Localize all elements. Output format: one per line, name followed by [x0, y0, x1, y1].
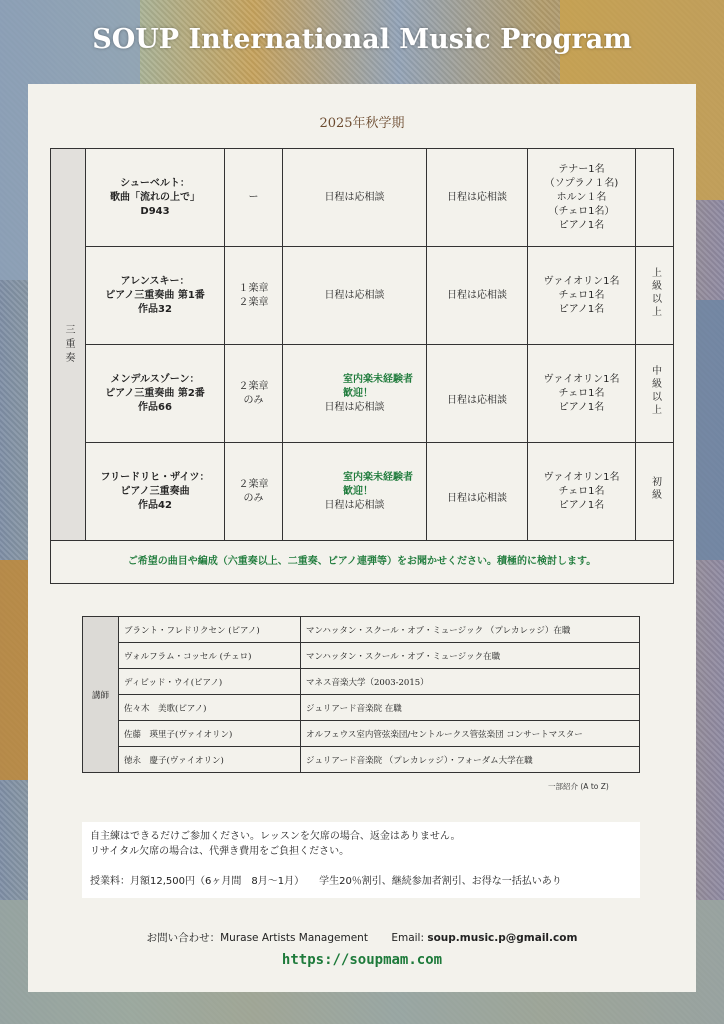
instrument-line: ピアノ1名 — [558, 401, 605, 413]
content-panel — [28, 84, 696, 992]
email-link[interactable]: soup.music.p@gmail.com — [427, 932, 578, 944]
staff-row — [83, 669, 640, 695]
spacer — [427, 478, 527, 492]
term-heading: 2025年秋学期 — [319, 116, 405, 131]
schedule-cell — [283, 247, 427, 345]
schedule-cell-2 — [427, 345, 528, 443]
schedule-cell — [283, 149, 427, 247]
level-text: 初級 — [649, 476, 661, 502]
welcome-note: 室内楽未経験者 歓迎！ — [343, 373, 423, 399]
schedule-footnote-row — [51, 541, 674, 584]
piece-line: 作品66 — [138, 401, 172, 413]
contact-label: お問い合わせ：Murase Artists Management — [146, 932, 368, 944]
piece-cell — [86, 247, 225, 345]
schedule-row — [51, 247, 674, 345]
piece-cell — [86, 345, 225, 443]
instrumentation-cell — [528, 149, 636, 247]
movement-line: のみ — [243, 492, 264, 504]
movement-line: ２楽章 — [238, 478, 269, 490]
movement-line: のみ — [243, 394, 264, 406]
level-cell — [636, 345, 674, 443]
notice-box — [82, 822, 640, 898]
level-cell — [636, 149, 674, 247]
staff-name: 徳永 慶子(ヴァイオリン) — [119, 747, 301, 773]
instrument-line: チェロ1名 — [558, 289, 605, 301]
schedule-cell — [283, 443, 427, 541]
level-cell — [636, 443, 674, 541]
instrument-line: ヴァイオリン1名 — [543, 275, 620, 287]
schedule-row — [51, 345, 674, 443]
instrumentation-cell — [528, 345, 636, 443]
piece-line: シューベルト： — [120, 177, 190, 189]
instrument-line: ヴァイオリン1名 — [543, 471, 620, 483]
email-label: Email: — [391, 932, 424, 944]
staff-name: 佐々木 美歌(ピアノ) — [119, 695, 301, 721]
schedule-cell-2 — [427, 443, 528, 541]
notice-line: 自主練はできるだけご参加ください。レッスンを欠席の場合、返金はありません。 — [90, 831, 461, 842]
tuition-line: 授業料：月額12,500円（6ヶ月間 8月〜1月） 学生20％割引、継続参加者割引、お得な一括払いあり — [90, 876, 562, 887]
staff-table — [82, 616, 640, 773]
website-link[interactable]: https://soupmam.com — [281, 952, 443, 968]
piece-line: 作品32 — [138, 303, 172, 315]
instrument-line: チェロ1名 — [558, 387, 605, 399]
schedule-text: 日程は応相談 — [324, 401, 385, 413]
contact-line — [28, 930, 696, 945]
staff-name: ブラント・フレドリクセン (ピアノ) — [119, 617, 301, 643]
welcome-note: 室内楽未経験者 歓迎！ — [343, 471, 423, 497]
staff-row — [83, 695, 640, 721]
schedule-text: 日程は応相談 — [447, 191, 507, 203]
instrumentation-cell — [528, 247, 636, 345]
movement-cell — [225, 443, 283, 541]
staff-affiliation: マンハッタン・スクール・オブ・ミュージック在職 — [301, 643, 640, 669]
notice-line: リサイタル欠席の場合は、代弾き費用をご負担ください。 — [90, 846, 350, 857]
staff-name: ヴォルフラム・コッセル (チェロ) — [119, 643, 301, 669]
piece-line: 作品42 — [138, 499, 172, 511]
staff-affiliation: マンハッタン・スクール・オブ・ミュージック （プレカレッジ）在職 — [301, 617, 640, 643]
movement-line: ２楽章 — [238, 296, 269, 308]
schedule-row — [51, 443, 674, 541]
schedule-text: 日程は応相談 — [324, 499, 385, 511]
schedule-text: 日程は応相談 — [324, 289, 385, 301]
piece-line: メンデルスゾーン： — [110, 373, 200, 385]
piece-line: アレンスキー： — [120, 275, 190, 287]
piece-cell — [86, 443, 225, 541]
staff-row — [83, 617, 640, 643]
staff-row — [83, 643, 640, 669]
staff-row — [83, 721, 640, 747]
piece-line: ピアノ三重奏曲 — [120, 485, 190, 497]
instrument-line: ピアノ1名 — [558, 499, 605, 511]
movement-line: １楽章 — [238, 282, 269, 294]
schedule-cell-2 — [427, 149, 528, 247]
ensemble-category: 三重奏 — [51, 149, 86, 541]
staff-affiliation: ジュリアード音楽院 在職 — [301, 695, 640, 721]
staff-row — [83, 747, 640, 773]
piece-line: 歌曲「流れの上で」 — [110, 191, 200, 203]
staff-affiliation: ジュリアード音楽院 （プレカレッジ）・フォーダム大学在職 — [301, 747, 640, 773]
movement-line: ー — [248, 191, 259, 203]
piece-line: D943 — [140, 205, 170, 217]
schedule-text: 日程は応相談 — [324, 191, 385, 203]
schedule-footnote: ご希望の曲目や編成（六重奏以上、二重奏、ピアノ連弾等）をお聞かせください。積極的に検討します。 — [51, 541, 674, 584]
piece-cell — [86, 149, 225, 247]
level-cell — [636, 247, 674, 345]
staff-affiliation: マネス音楽大学（2003-2015） — [301, 669, 640, 695]
instrument-line: チェロ1名 — [558, 485, 605, 497]
piece-line: ピアノ三重奏曲 第1番 — [105, 289, 205, 301]
piece-line: ピアノ三重奏曲 第2番 — [105, 387, 205, 399]
page-title: SOUP International Music Program — [92, 24, 632, 55]
staff-name: ディビッド・ウイ(ピアノ) — [119, 669, 301, 695]
instrument-line: ホルン１名 — [556, 191, 607, 203]
staff-note: 一部紹介 (A to Z) — [548, 782, 609, 791]
schedule-text: 日程は応相談 — [447, 492, 507, 504]
schedule-cell — [283, 345, 427, 443]
movement-cell — [225, 149, 283, 247]
schedule-text: 日程は応相談 — [447, 289, 507, 301]
level-text: 中級以上 — [649, 365, 661, 417]
instrument-line: （チェロ1名） — [548, 205, 615, 217]
instrument-line: ヴァイオリン1名 — [543, 373, 620, 385]
level-text: 上級以上 — [649, 267, 661, 319]
staff-name: 佐藤 瑛里子(ヴァイオリン) — [119, 721, 301, 747]
instrument-line: ピアノ1名 — [558, 303, 605, 315]
movement-cell — [225, 247, 283, 345]
schedule-row — [51, 149, 674, 247]
schedule-cell-2 — [427, 247, 528, 345]
schedule-table — [50, 148, 674, 584]
instrument-line: テナー1名 — [558, 163, 605, 175]
movement-line: ２楽章 — [238, 380, 269, 392]
staff-role: 講師 — [83, 617, 119, 773]
movement-cell — [225, 345, 283, 443]
schedule-text: 日程は応相談 — [447, 394, 507, 406]
piece-line: フリードリヒ・ザイツ： — [100, 471, 210, 483]
spacer — [427, 380, 527, 394]
instrument-line: （ソプラノ１名) — [544, 177, 619, 189]
instrument-line: ピアノ1名 — [558, 219, 605, 231]
staff-affiliation: オルフェウス室内管弦楽団/セントルークス管弦楽団 コンサートマスター — [301, 721, 640, 747]
instrumentation-cell — [528, 443, 636, 541]
